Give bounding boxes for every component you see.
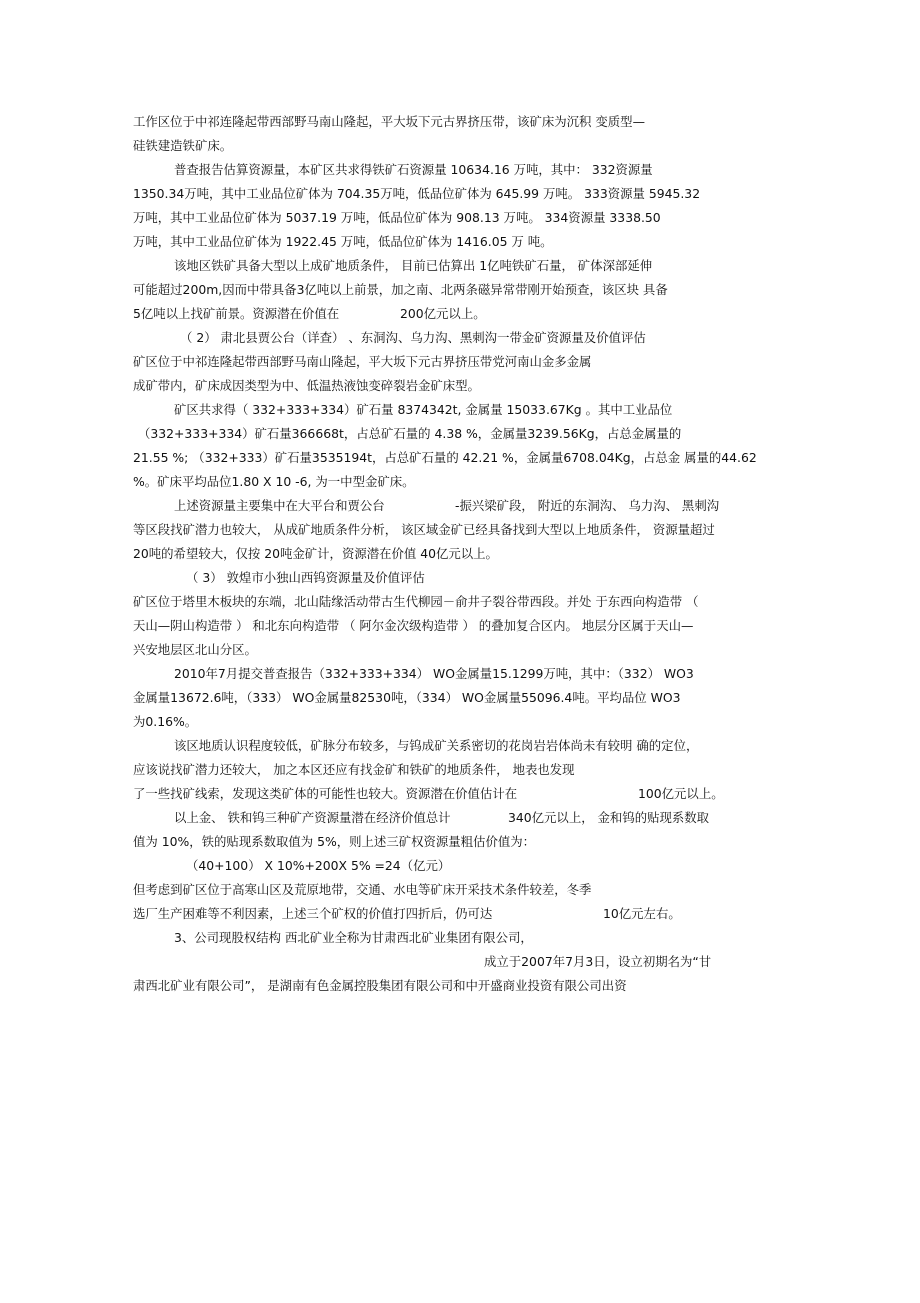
text-line: 340亿元以上， 金和钨的贴现系数取 — [508, 810, 710, 825]
text-line: 成矿带内，矿床成因类型为中、低温热液蚀变碎裂岩金矿床型。 — [133, 378, 480, 393]
text-line: 等区段找矿潜力也较大， 从成矿地质条件分析， 该区域金矿已经具备找到大型以上地质条件， 资源量超过 — [133, 522, 715, 537]
text-line: 了一些找矿线索，发现这类矿体的可能性也较大。资源潜在价值估计在 — [133, 786, 518, 801]
section-heading: 3、公司现股权结构 西北矿业全称为甘肃西北矿业集团有限公司， — [174, 930, 533, 945]
text-line: 20吨的希望较大，仅按 20吨金矿计，资源潜在价值 40亿元以上。 — [133, 546, 498, 561]
text-line: 矿区位于塔里木板块的东端，北山陆缘活动带古生代柳园－俞井子裂谷带西段。并处 于东西向构造带 （ — [133, 594, 699, 609]
text-line: -振兴梁矿段， 附近的东洞沟、 乌力沟、 黑刺沟 — [455, 498, 720, 513]
text-line: 以上金、 铁和钨三种矿产资源量潜在经济价值总计 — [174, 810, 451, 825]
text-line: 矿区共求得（ 332+333+334）矿石量 8374342t, 金属量 15033.67Kg 。其中工业品位 — [174, 402, 673, 417]
text-line: 10亿元左右。 — [603, 906, 681, 921]
formula-line: （40+100） X 10%+200X 5% =24（亿元） — [186, 858, 451, 873]
text-line: 成立于2007年7月3日，设立初期名为“甘 — [484, 954, 712, 969]
text-line: 可能超过200m,因而中带具备3亿吨以上前景，加之南、北两条磁异常带刚开始预查，该区块 具备 — [133, 282, 668, 297]
section-heading: （ 3） 敦煌市小独山西钨资源量及价值评估 — [186, 570, 425, 585]
text-line: 选厂生产困难等不利因素，上述三个矿权的价值打四折后，仍可达 — [133, 906, 493, 921]
text-line: 工作区位于中祁连隆起带西部野马南山隆起，平大坂下元古界挤压带，该矿床为沉积 变质型— — [133, 114, 645, 129]
text-line: 肃西北矿业有限公司”， 是湖南有色金属控股集团有限公司和中开盛商业投资有限公司出资 — [133, 978, 627, 993]
section-heading: （ 2） 肃北县贾公台（详查） 、东洞沟、乌力沟、黑刺沟一带金矿资源量及价值评估 — [180, 330, 646, 345]
text-line: 21.55 %; （332+333）矿石量3535194t，占总矿石量的 42.21 %，金属量6708.04Kg，占总金 属量的44.62 — [133, 450, 757, 465]
text-line: 200亿元以上。 — [400, 306, 486, 321]
text-line: 上述资源量主要集中在大平台和贾公台 — [174, 498, 385, 513]
text-line: 天山—阴山构造带 ） 和北东向构造带 （ 阿尔金次级构造带 ） 的叠加复合区内。 地层分区属于天山— — [133, 618, 694, 633]
text-line: 金属量13672.6吨，（333） WO金属量82530吨，（334） WO金属量55096.4吨。平均品位 WO3 — [133, 690, 681, 705]
text-line: 1350.34万吨，其中工业品位矿体为 704.35万吨，低品位矿体为 645.99 万吨。 333资源量 5945.32 — [133, 186, 701, 201]
text-line: 该地区铁矿具备大型以上成矿地质条件， 目前已估算出 1亿吨铁矿石量， 矿体深部延伸 — [174, 258, 653, 273]
text-line: %。矿床平均品位1.80 X 10 -6, 为一中型金矿床。 — [133, 474, 415, 489]
text-line: 该区地质认识程度较低，矿脉分布较多，与钨成矿关系密切的花岗岩岩体尚未有较明 确的定位， — [174, 738, 699, 753]
text-line: 但考虑到矿区位于高寒山区及荒原地带，交通、水电等矿床开采技术条件较差，冬季 — [133, 882, 592, 897]
text-line: 值为 10%，铁的贴现系数取值为 5%，则上述三矿权资源量粗估价值为： — [133, 834, 536, 849]
text-line: 矿区位于中祁连隆起带西部野马南山隆起，平大坂下元古界挤压带党河南山金多金属 — [133, 354, 592, 369]
text-line: 为0.16%。 — [133, 714, 198, 729]
text-line: 应该说找矿潜力还较大， 加之本区还应有找金矿和铁矿的地质条件， 地表也发现 — [133, 762, 575, 777]
text-line: 硅铁建造铁矿床。 — [133, 138, 233, 153]
text-line: 万吨，其中工业品位矿体为 1922.45 万吨，低品位矿体为 1416.05 万 吨。 — [133, 234, 553, 249]
text-line: 100亿元以上。 — [638, 786, 724, 801]
text-line: 5亿吨以上找矿前景。资源潜在价值在 — [133, 306, 340, 321]
text-line: （332+333+334）矿石量366668t，占总矿石量的 4.38 %，金属量3239.56Kg，占总金属量的 — [138, 426, 682, 441]
text-line: 普查报告估算资源量，本矿区共求得铁矿石资源量 10634.16 万吨，其中： 332资源量 — [174, 162, 653, 177]
text-line: 万吨，其中工业品位矿体为 5037.19 万吨，低品位矿体为 908.13 万吨。 334资源量 3338.50 — [133, 210, 661, 225]
text-line: 兴安地层区北山分区。 — [133, 642, 257, 657]
text-line: 2010年7月提交普查报告（332+333+334） WO金属量15.1299万吨，其中：（332） WO3 — [174, 666, 694, 681]
